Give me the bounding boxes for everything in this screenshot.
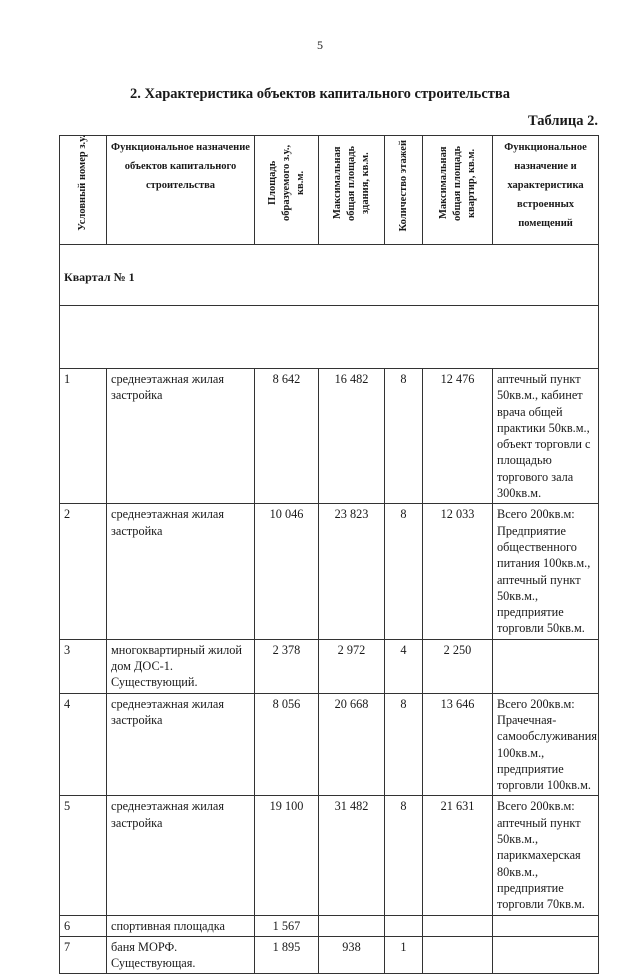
spacer-row (60, 306, 599, 369)
col-header-floors: Количество этажей (385, 136, 423, 245)
row-purpose: среднеэтажная жилая застройка (107, 796, 255, 915)
row-max-building-area: 2 972 (319, 639, 385, 693)
row-builtin (493, 936, 599, 974)
row-max-building-area: 23 823 (319, 504, 385, 639)
capital-objects-table (59, 135, 599, 974)
row-builtin: аптечный пункт 50кв.м., кабинет врача общей практики 50кв.м., объект торговли с площадью торгового зала 300кв.м. (493, 369, 599, 504)
table-row (60, 915, 599, 936)
row-number: 5 (60, 796, 107, 915)
row-plot-area: 1 567 (255, 915, 319, 936)
col-header-builtin-premises: Функциональное назначение и характеристика встроенных помещений (493, 136, 599, 245)
row-max-building-area: 938 (319, 936, 385, 974)
row-floors: 8 (385, 369, 423, 504)
table-row (60, 504, 599, 639)
table-row (60, 693, 599, 796)
row-floors (385, 915, 423, 936)
page-number: 5 (317, 38, 323, 52)
section-heading: 2. Характеристика объектов капитального строительства (130, 86, 510, 102)
row-purpose: спортивная площадка (107, 915, 255, 936)
row-purpose: среднеэтажная жилая застройка (107, 504, 255, 639)
col-header-number: Условный номер з.у. (60, 136, 107, 245)
row-max-building-area (319, 915, 385, 936)
row-number: 7 (60, 936, 107, 974)
table-row (60, 639, 599, 693)
table-row (60, 369, 599, 504)
row-purpose: баня МОРФ. Существующая. (107, 936, 255, 974)
table-row (60, 936, 599, 974)
row-max-apartment-area: 21 631 (423, 796, 493, 915)
row-builtin (493, 639, 599, 693)
row-plot-area: 19 100 (255, 796, 319, 915)
row-number: 2 (60, 504, 107, 639)
row-plot-area: 1 895 (255, 936, 319, 974)
row-number: 4 (60, 693, 107, 796)
row-purpose: среднеэтажная жилая застройка (107, 693, 255, 796)
row-max-apartment-area (423, 936, 493, 974)
quarter-label: Квартал № 1 (60, 245, 599, 306)
row-max-building-area: 31 482 (319, 796, 385, 915)
row-floors: 1 (385, 936, 423, 974)
row-max-apartment-area: 13 646 (423, 693, 493, 796)
row-max-building-area: 20 668 (319, 693, 385, 796)
col-header-max-apartment-area: Максимальная общая площадь квартир, кв.м. (423, 136, 493, 245)
quarter-row (60, 245, 599, 306)
row-max-apartment-area: 12 033 (423, 504, 493, 639)
row-builtin: Всего 200кв.м: аптечный пункт 50кв.м., парикмахерская 80кв.м., предприятие торговли 70кв.м. (493, 796, 599, 915)
row-max-apartment-area (423, 915, 493, 936)
table-header-row (60, 136, 599, 245)
row-number: 6 (60, 915, 107, 936)
row-plot-area: 8 056 (255, 693, 319, 796)
row-purpose: среднеэтажная жилая застройка (107, 369, 255, 504)
row-floors: 8 (385, 504, 423, 639)
row-floors: 8 (385, 796, 423, 915)
col-header-purpose: Функциональное назначение объектов капитального строительства (107, 136, 255, 245)
table-caption: Таблица 2. (527, 113, 598, 129)
spacer-cell (60, 306, 599, 369)
table-row (60, 796, 599, 915)
row-floors: 8 (385, 693, 423, 796)
col-header-max-building-area: Максимальная общая площадь здания, кв.м. (319, 136, 385, 245)
row-plot-area: 2 378 (255, 639, 319, 693)
row-floors: 4 (385, 639, 423, 693)
row-plot-area: 8 642 (255, 369, 319, 504)
row-number: 3 (60, 639, 107, 693)
col-header-plot-area: Площадь образуемого з.у., кв.м. (255, 136, 319, 245)
row-max-apartment-area: 2 250 (423, 639, 493, 693)
row-builtin: Всего 200кв.м: Прачечная-самообслуживания 100кв.м., предприятие торговли 100кв.м. (493, 693, 599, 796)
row-max-apartment-area: 12 476 (423, 369, 493, 504)
row-builtin: Всего 200кв.м: Предприятие общественного питания 100кв.м., аптечный пункт 50кв.м., предприятие торговли 50кв.м. (493, 504, 599, 639)
row-purpose: многоквартирный жилой дом ДОС-1. Существующий. (107, 639, 255, 693)
row-builtin (493, 915, 599, 936)
row-number: 1 (60, 369, 107, 504)
row-plot-area: 10 046 (255, 504, 319, 639)
row-max-building-area: 16 482 (319, 369, 385, 504)
